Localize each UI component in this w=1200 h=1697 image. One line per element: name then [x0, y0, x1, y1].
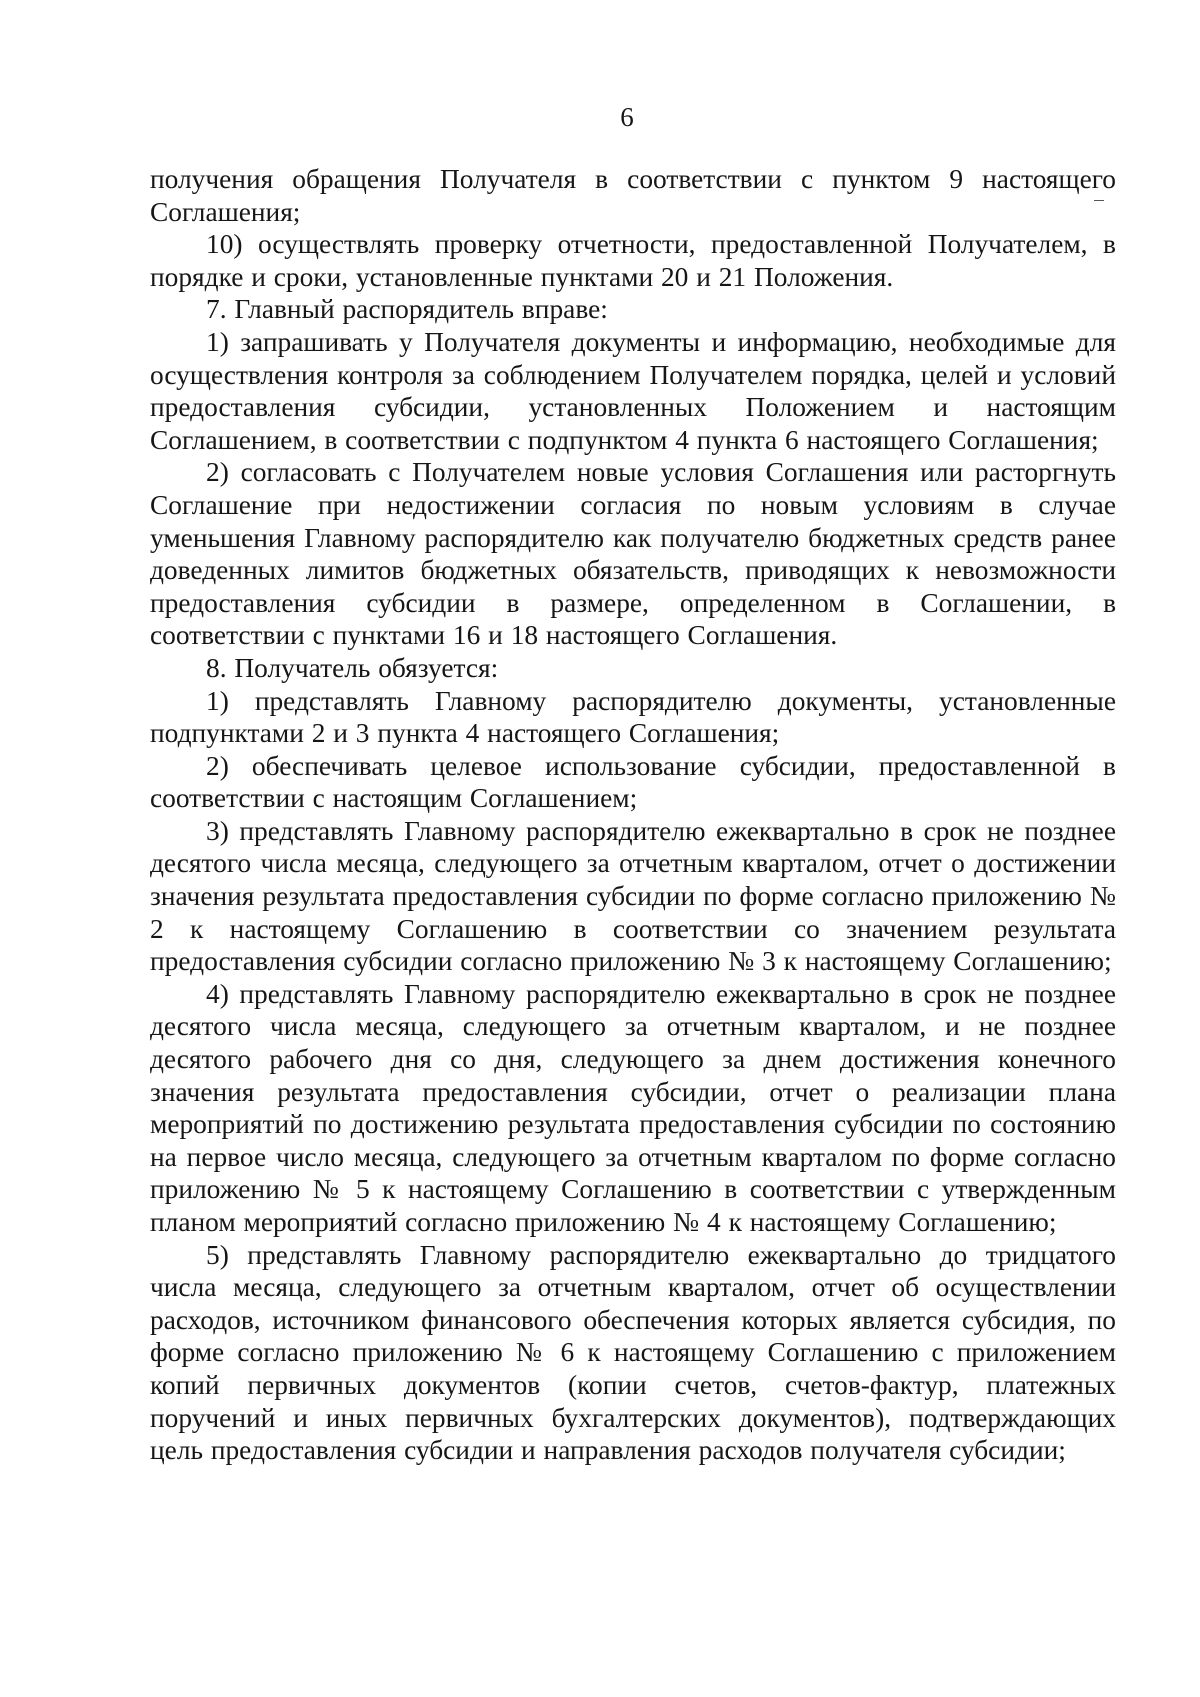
- paragraph-8-1: 1) представлять Главному распорядителю документы, установленные подпунктами 2 и 3 пункта 4 настоящего Соглашения;: [150, 685, 1116, 749]
- paragraph-8-2: 2) обеспечивать целевое использование субсидии, предоставленной в соответствии с настоящим Соглашением;: [150, 750, 1116, 814]
- paragraph-7-1: 1) запрашивать у Получателя документы и информацию, необходимые для осуществления контроля за соблюдением Получателем порядка, целей и условий предоставления субсидии, установленных Положением и настоящим Соглашением, в соответствии с подпунктом 4 пункта 6 настоящего Соглашения;: [150, 326, 1116, 455]
- paragraph-7-2: 2) согласовать с Получателем новые условия Соглашения или расторгнуть Соглашение при недостижении согласия по новым условиям в случае уменьшения Главному распорядителю как получателю бюджетных средств ранее доведенных лимитов бюджетных обязательств, приводящих к невозможности предоставления субсидии в размере, определенном в Соглашении, в соответствии с пунктами 16 и 18 настоящего Соглашения.: [150, 457, 1116, 651]
- paragraph-8-heading: 8. Получатель обязуется:: [206, 652, 499, 683]
- paragraph-8-5: 5) представлять Главному распорядителю ежеквартально до тридцатого числа месяца, следующего за отчетным кварталом, отчет об осуществлении расходов, источником финансового обеспечения которых является субсидия, по форме согласно приложению № 6 к настоящему Соглашению с приложением копий первичных документов (копии счетов, счетов-фактур, платежных поручений и иных первичных бухгалтерских документов), подтверждающих цель предоставления субсидии и направления расходов получателя субсидии;: [150, 1239, 1116, 1466]
- document-body: [150, 163, 1116, 1467]
- paragraph-6-10: 10) осуществлять проверку отчетности, предоставленной Получателем, в порядке и сроки, установленные пунктами 20 и 21 Положения.: [150, 229, 1116, 292]
- page-number: 6: [620, 102, 634, 132]
- paragraph-8-4: 4) представлять Главному распорядителю ежеквартально в срок не позднее десятого числа месяца, следующего за отчетным кварталом, и не позднее десятого рабочего дня со дня, следующего за днем достижения конечного значения результата предоставления субсидии, отчет о реализации плана мероприятий по достижению результата предоставления субсидии по состоянию на первое число месяца, следующего за отчетным кварталом по форме согласно приложению № 5 к настоящему Соглашению в соответствии с утвержденным планом мероприятий согласно приложению № 4 к настоящему Соглашению;: [150, 978, 1116, 1237]
- paragraph-8-3: 3) представлять Главному распорядителю ежеквартально в срок не позднее десятого числа месяца, следующего за отчетным кварталом, отчет о достижении значения результата предоставления субсидии по форме согласно приложению № 2 к настоящему Соглашению в соответствии со значением результата предоставления субсидии согласно приложению № 3 к настоящему Соглашению;: [150, 815, 1116, 977]
- paragraph-continuation: получения обращения Получателя в соответствии с пунктом 9 настоящего Соглашения;: [150, 164, 1116, 227]
- paragraph-7-heading: 7. Главный распорядитель вправе:: [206, 294, 608, 325]
